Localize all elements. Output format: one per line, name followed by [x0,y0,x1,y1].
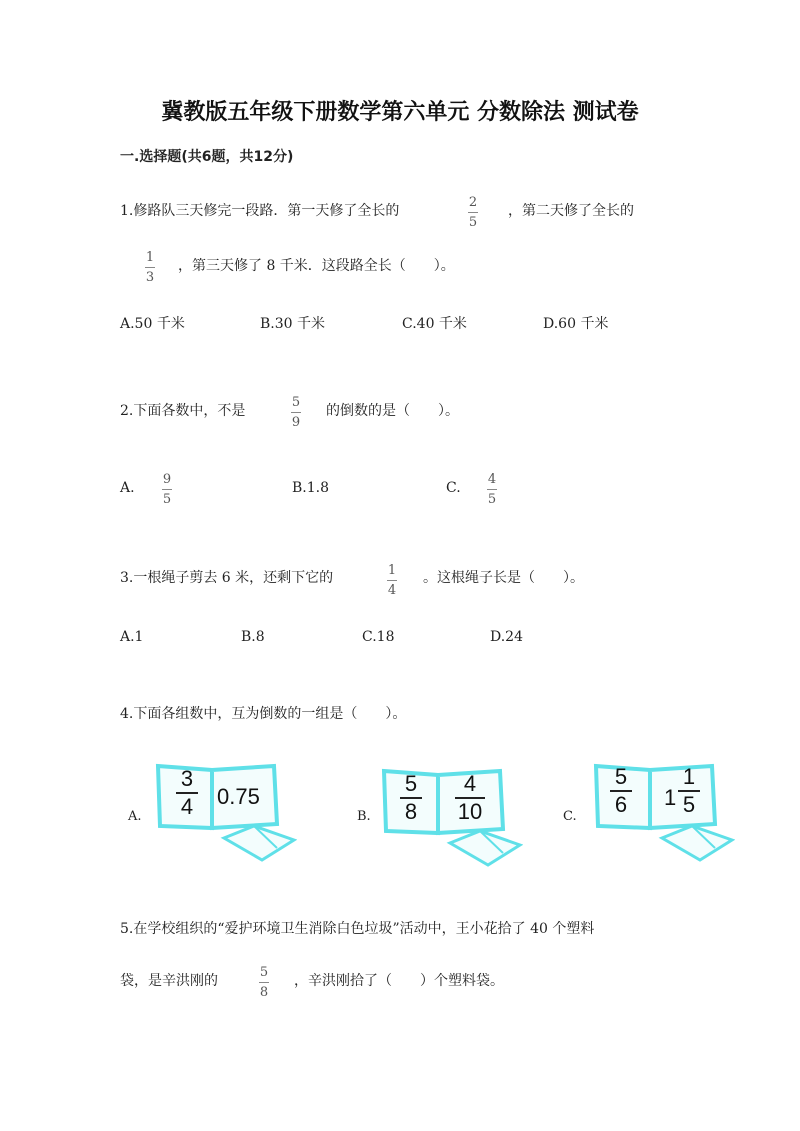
q3-fraction [387,564,397,597]
fraction-4-10 [455,773,485,823]
q1-text-3: ，第三天修了 8 千米．这段路全长（ ）。 [178,258,455,274]
fraction-1-5 [678,766,700,816]
numerator: 5 [614,764,628,789]
numerator: 5 [404,771,418,796]
q2-fraction [291,396,301,429]
q2-option-a[interactable]: A. [120,480,135,496]
q1-option-b[interactable]: B.30 千米 [260,316,326,332]
denominator: 3 [145,270,155,285]
numerator: 1 [145,250,155,265]
q5-text-2: 袋，是辛洪刚的 [120,973,218,989]
q2-text: 2.下面各数中，不是 [120,403,246,419]
denominator: 4 [180,794,194,819]
denominator: 5 [162,492,172,507]
book-picture-a [152,760,297,865]
q3-text: 3.一根绳子剪去 6 米，还剩下它的 [120,570,334,586]
q3-option-a[interactable]: A.1 [120,629,144,645]
denominator: 8 [259,985,269,1000]
denominator: 5 [682,792,696,817]
q3-option-b[interactable]: B.8 [241,629,265,645]
q3-option-d[interactable]: D.24 [490,629,523,645]
q5-text: 5.在学校组织的“爱护环境卫生消除白色垃圾”活动中，王小花拾了 40 个塑料 [120,921,595,937]
numerator: 2 [468,195,478,210]
denominator: 8 [404,799,418,824]
decimal-0-75: 0.75 [217,784,260,809]
q2-text-2: 的倒数的是（ ）。 [326,403,459,419]
numerator: 9 [162,472,172,487]
q3-text-2: 。这根绳子长是（ ）。 [423,570,584,586]
fraction-5-6 [610,766,632,816]
q1-text-2: ，第二天修了全长的 [508,203,634,219]
open-book-icon [152,760,297,865]
q2-option-a-fraction [162,473,172,506]
q4-option-b[interactable]: B. [357,809,371,824]
q1-fraction-1 [468,196,478,229]
numerator: 4 [487,472,497,487]
q3-option-c[interactable]: C.18 [362,629,395,645]
numerator: 3 [180,766,194,791]
section-header: 一.选择题(共6题，共12分) [120,149,294,165]
numerator: 1 [387,563,397,578]
page-title: 冀教版五年级下册数学第六单元 分数除法 测试卷 [161,100,639,125]
numerator: 5 [259,965,269,980]
q2-option-c[interactable]: C. [446,480,461,496]
q5-text-3: ，辛洪刚拾了（ ）个塑料袋。 [294,973,504,989]
mixed-whole: 1 [664,785,677,810]
denominator: 5 [487,492,497,507]
q4-option-a[interactable]: A. [128,809,142,824]
q4-option-c[interactable]: C. [563,809,577,824]
numerator: 5 [291,395,301,410]
book-picture-b [378,765,523,870]
q5-fraction [259,966,269,999]
denominator: 5 [468,215,478,230]
q1-text: 1.修路队三天修完一段路．第一天修了全长的 [120,203,400,219]
q1-option-d[interactable]: D.60 千米 [543,316,609,332]
fraction-5-8 [400,773,422,823]
denominator: 10 [457,799,483,824]
q1-fraction-2 [145,251,155,284]
q4-text: 4.下面各组数中，互为倒数的一组是（ ）。 [120,706,407,722]
q1-option-c[interactable]: C.40 千米 [402,316,467,332]
fraction-3-4 [176,768,198,818]
denominator: 6 [614,792,628,817]
q2-option-b[interactable]: B.1.8 [292,480,330,496]
q2-option-c-fraction [487,473,497,506]
denominator: 9 [291,415,301,430]
numerator: 4 [463,771,477,796]
numerator: 1 [682,764,696,789]
denominator: 4 [387,583,397,598]
book-picture-c [590,760,735,865]
q1-option-a[interactable]: A.50 千米 [120,316,185,332]
